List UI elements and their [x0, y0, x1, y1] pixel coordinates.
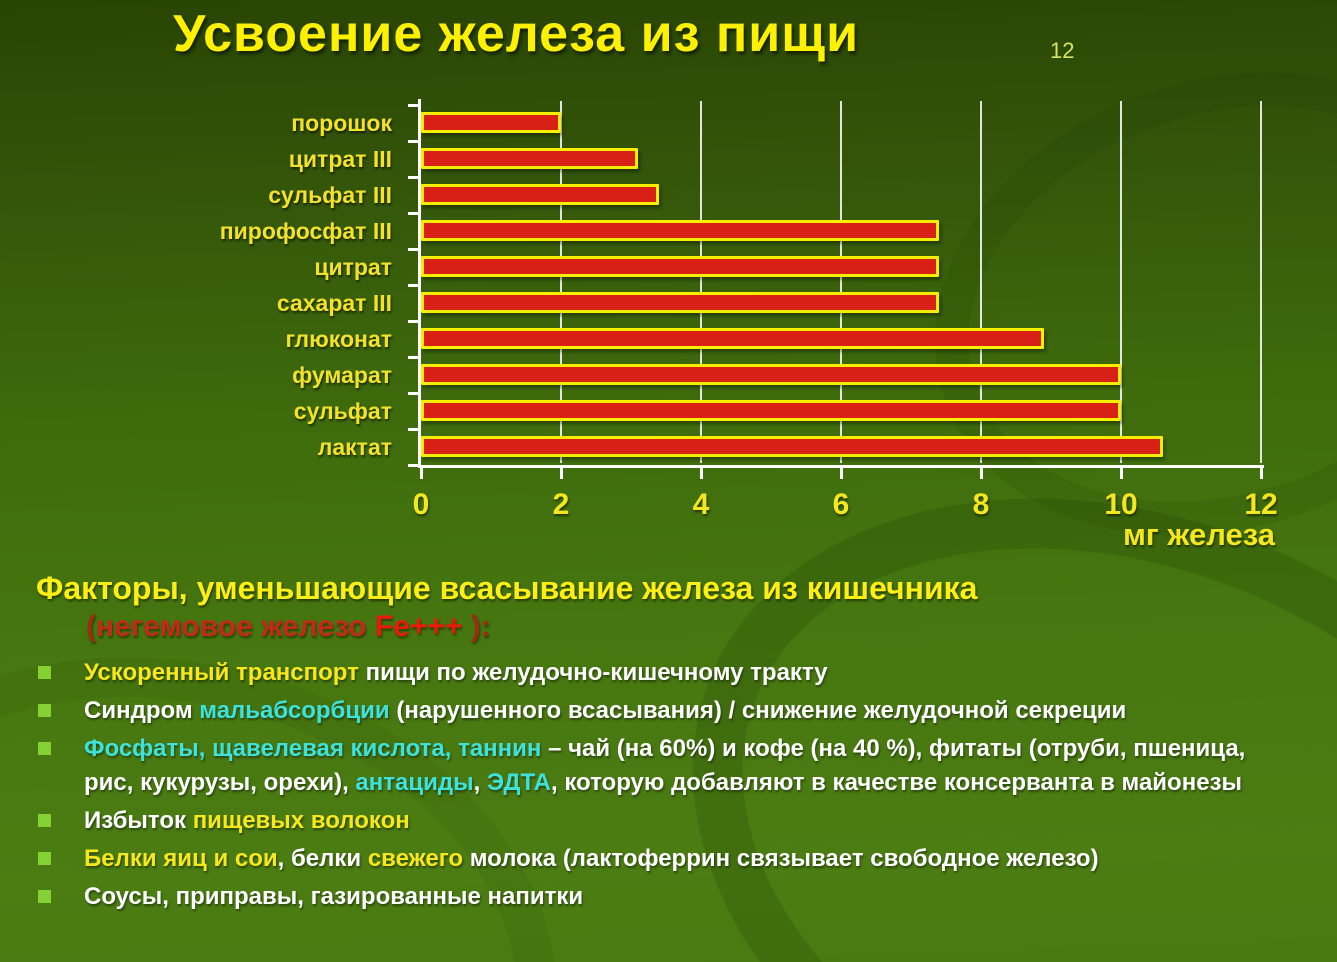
- bar-цитрат: [421, 256, 939, 277]
- factors-section: [36, 570, 1308, 918]
- text-segment: Ускоренный транспорт: [84, 659, 359, 686]
- factor-item-text: [84, 880, 583, 914]
- text-segment: , которую добавляют в качестве консерванта в майонезы: [551, 769, 1242, 796]
- text-segment: Fe+++: [374, 610, 463, 643]
- bar-фумарат: [421, 364, 1121, 385]
- category-label: сахарат III: [276, 290, 392, 316]
- text-segment: Фосфаты, щавелевая кислота, таннин: [84, 735, 542, 762]
- category-label: цитрат III: [288, 146, 392, 172]
- y-axis-tick: [408, 392, 418, 395]
- plot-area: [412, 105, 1278, 552]
- bar-порошок: [421, 112, 561, 133]
- x-axis-tick: [560, 468, 563, 479]
- text-segment: антациды: [355, 769, 474, 796]
- x-axis-tick-label: 8: [972, 488, 990, 521]
- factors-heading: Факторы, уменьшающие всасывание железа из кишечника: [36, 570, 978, 606]
- y-axis-tick: [408, 464, 418, 467]
- text-segment: пищевых волокон: [192, 807, 410, 834]
- text-segment: мальабсорбции: [199, 697, 390, 724]
- y-axis-tick: [408, 248, 418, 251]
- y-axis-tick: [408, 284, 418, 287]
- y-axis-tick: [408, 176, 418, 179]
- x-axis-tick-label: 12: [1244, 488, 1278, 521]
- text-segment: негемовое железо: [96, 610, 375, 643]
- x-axis-tick-label: 4: [692, 488, 710, 521]
- x-axis-tick: [840, 468, 843, 479]
- slide-page-number: 12: [1050, 38, 1075, 63]
- x-axis-tick-label: 0: [412, 488, 430, 521]
- bullet-square-icon: [38, 666, 51, 679]
- chart-category-labels: [0, 105, 404, 465]
- bar-сульфат III: [421, 184, 659, 205]
- category-label: сульфат: [293, 398, 392, 424]
- x-axis-tick: [1260, 468, 1263, 479]
- x-axis-tick: [420, 468, 423, 479]
- factor-item: [36, 732, 1308, 800]
- bar-лактат: [421, 436, 1163, 457]
- category-label: глюконат: [285, 326, 392, 352]
- category-label: цитрат: [314, 254, 392, 280]
- category-label: порошок: [291, 110, 392, 136]
- y-axis-tick: [408, 356, 418, 359]
- category-label: лактат: [317, 434, 392, 460]
- text-segment: Соусы, приправы, газированные напитки: [84, 883, 584, 910]
- text-segment: пищи по желудочно-кишечному тракту: [358, 659, 828, 686]
- factor-item-text: [84, 656, 828, 690]
- factor-item: [36, 804, 1308, 838]
- text-segment: , белки: [277, 845, 368, 872]
- bullet-square-icon: [38, 852, 51, 865]
- factor-item: [36, 694, 1308, 728]
- bar-глюконат: [421, 328, 1044, 349]
- bullet-square-icon: [38, 742, 51, 755]
- factors-list: [36, 656, 1308, 914]
- bar-сульфат: [421, 400, 1121, 421]
- slide-title: Усвоение железа из пищи: [173, 5, 860, 63]
- x-axis-tick: [980, 468, 983, 479]
- text-segment: (нарушенного всасывания) / снижение желудочной секреции: [389, 697, 1127, 724]
- x-axis-tick-label: 2: [552, 488, 570, 521]
- factor-item: [36, 842, 1308, 876]
- y-axis-tick: [408, 212, 418, 215]
- bullet-square-icon: [38, 704, 51, 717]
- text-segment: молока (лактоферрин связывает свободное железо): [463, 845, 1099, 872]
- bar-цитрат III: [421, 148, 638, 169]
- factor-item-text: [84, 732, 1294, 800]
- category-label: сульфат III: [268, 182, 392, 208]
- gridline: [1260, 101, 1262, 463]
- x-axis-tick: [1120, 468, 1123, 479]
- y-axis-tick: [408, 104, 418, 107]
- factor-item-text: [84, 694, 1126, 728]
- factor-item: [36, 880, 1308, 914]
- x-axis-title: мг железа: [1122, 517, 1275, 552]
- text-segment: ЭДТА: [486, 769, 552, 796]
- x-axis-tick: [700, 468, 703, 479]
- factors-subheading: [86, 610, 1308, 644]
- category-label: фумарат: [292, 362, 392, 388]
- text-segment: свежего: [367, 845, 464, 872]
- text-segment: ,: [473, 769, 487, 796]
- text-segment: Белки яиц и сои: [84, 845, 278, 872]
- y-axis-tick: [408, 428, 418, 431]
- bar-пирофосфат III: [421, 220, 939, 241]
- y-axis-tick: [408, 140, 418, 143]
- bullet-square-icon: [38, 890, 51, 903]
- text-segment: Синдром: [84, 697, 200, 724]
- factor-item-text: [84, 842, 1099, 876]
- bar-сахарат III: [421, 292, 939, 313]
- bullet-square-icon: [38, 814, 51, 827]
- factor-item: [36, 656, 1308, 690]
- x-axis-tick-label: 10: [1104, 488, 1138, 521]
- category-label: пирофосфат III: [219, 218, 392, 244]
- y-axis-tick: [408, 320, 418, 323]
- text-segment: (: [86, 610, 96, 643]
- text-segment: Избыток: [84, 807, 193, 834]
- text-segment: ):: [462, 610, 491, 643]
- text-segment: – чай (на 60%) и кофе (на 40 %), фитаты (отруби, пшеница, рис, кукурузы, орехи),: [84, 735, 1246, 796]
- factor-item-text: [84, 804, 410, 838]
- x-axis-tick-label: 6: [832, 488, 850, 521]
